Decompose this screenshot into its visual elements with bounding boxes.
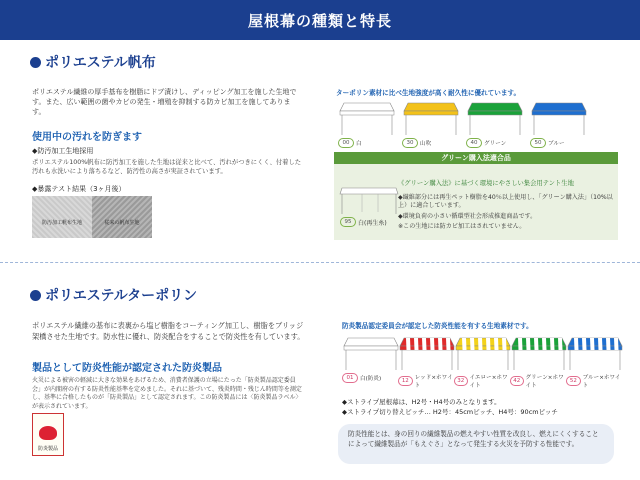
green-purchase-box [334,152,618,240]
section1-bullet1: ◆防汚加工生地採用 [32,147,94,155]
tent-code-badge: 32 [454,376,468,386]
section1-subtitle: 使用中の汚れを防ぎます [32,132,142,143]
fire-performance-note: 防炎性能とは、身の回りの繊維製品の燃えやすい性質を改良し、燃えにくくすることによって繊維製品が「もえぐさ」となって発生する火災を予防する性能です。 [338,424,614,464]
section2-description: ポリエステル繊維の基布に表裏から塩ビ樹脂をコーティング加工し、樹脂をブリッジ架橋させた生地です。防水性に優れ、防炎配合をすることで防炎性を有しています。 [32,321,305,341]
green-purchase-heading: グリーン購入法適合品 [334,152,618,164]
tent-color-name: ブルー×ホワイト [582,375,621,389]
tent-code-badge: 42 [510,376,524,386]
bullet-dot-icon [30,57,41,68]
flame-icon [39,426,57,440]
tent-swatch-00 [338,101,402,148]
photo1-label: 防汚加工帆布生地 [41,220,82,226]
bullet-dot-icon [30,290,41,301]
tent-icon [342,336,400,372]
section1-description: ポリエステル繊維の厚手基布を樹脂にドブ漬けし、ディッピング加工を施した生地です。また、広い範囲の菌やカビの発生・増殖を抑制する防カビ加工を施してあります。 [32,88,297,116]
tent-color-name: グリーン×ホワイト [525,375,564,389]
tent-white-recycled-icon [338,182,400,216]
tent-swatch-30 [402,101,466,148]
section2-subtitle: 製品として防炎性能が認定された防炎製品 [32,363,222,374]
green-tent-name: 白(再生糸) [358,219,387,227]
cert-label-text: 防炎製品 [37,446,58,452]
tent-swatch-50 [530,101,594,148]
page-header [0,0,640,40]
tent-color-name: 白(防炎) [360,376,382,382]
tent-swatch-label [338,138,402,148]
tent-code-badge: 12 [398,376,413,386]
tent-icon [338,101,396,137]
tent-swatch-52 [566,336,622,389]
fire-retardant-label-image [32,413,64,456]
tent-swatch-label [342,373,398,383]
tent-color-name: イエロー×ホワイト [469,375,508,389]
section2-note: 火災による被害の軽減に大きな効果をあげるため、消費者保護の立場にたった「防炎製品認定委員会」が内閣府の有する防炎性能基準を定めました。それに基づいて、残炎時間・残じん時間等を測定し、基準に合格したものが「防炎製品」として認定されます。この防炎製品には〈防炎製品ラベル〉が表示されています。 [32,377,302,410]
section2-title-text: ポリエステルターポリン [45,288,198,304]
tent-swatch-12 [398,336,454,389]
tent-swatch-label [454,373,510,389]
tent-color-name: グリーン [484,141,507,147]
tent-swatch-label [398,373,454,389]
photo2-label: 従来の帆布生地 [104,220,140,226]
tent-swatch-label [530,138,594,148]
green-title-line: 《グリーン購入法》に基づく環境にやさしい集会用テント生地 [398,180,574,187]
section1-bullet2: ◆暴露テスト結果（3ヶ月後） [32,185,126,193]
tent-swatch-label [510,373,566,389]
page-title: 屋根幕の種類と特長 [247,11,392,30]
section1-title [30,52,156,72]
photo-antifouling-fabric [32,196,92,238]
green-tent-label [340,217,387,227]
tent-icon [402,101,460,137]
section-divider [0,262,640,264]
tent-code-badge: 30 [402,138,418,148]
tent-swatch-label [466,138,530,148]
tent-icon [454,336,512,372]
tent-code-badge: 50 [530,138,546,148]
tent-icon [466,101,524,137]
section1-note: ポリエステル100%帆布に防汚加工を施した生地は従来と比べて、汚れがつきにくく、付着した汚れも水洗いにより落ちるなど、防汚性の高さが実証されています。 [32,159,302,175]
tent-code-badge: 01 [342,373,358,383]
tent-color-list-2 [342,336,622,389]
section2-bullet1: ◆ストライプ屋根幕は、H2号・H4号のみとなります。 [342,398,501,406]
photo-conventional-fabric [92,196,152,238]
section2-bullet2: ◆ストライプ切り替えピッチ… H2号：45cmピッチ、H4号：90cmピッチ [342,408,558,416]
tent-swatch-01 [342,336,398,389]
section2-title [30,285,197,305]
section1-right-heading: ターポリン素材に比べ生地強度が高く耐久性に優れています。 [336,89,521,97]
tent-color-name: レッド×ホワイト [414,375,453,389]
tent-swatch-label [402,138,466,148]
tent-icon [530,101,588,137]
tent-color-list-1 [338,101,594,148]
tent-code-badge: 40 [466,138,482,148]
tent-color-name: 山吹 [420,141,432,147]
tent-icon [566,336,624,372]
green-line1: ◆繊維部分には再生ペット樹脂を40％以上使用し、「グリーン購入法」（10%以上）に適合しています。 [398,194,613,209]
tent-color-name: ブルー [548,141,565,147]
tent-swatch-42 [510,336,566,389]
green-line3: ※この生地には防カビ加工はされていません。 [398,223,526,230]
tent-icon [510,336,568,372]
section1-title-text: ポリエステル帆布 [45,55,156,71]
tent-swatch-32 [454,336,510,389]
section2-right-heading: 防炎製品認定委員会が認定した防炎性能を有する生地素材です。 [342,322,533,330]
green-tent-code: 95 [340,217,356,227]
tent-color-name: 白 [356,141,362,147]
tent-code-badge: 00 [338,138,354,148]
tent-code-badge: 52 [566,376,581,386]
tent-icon [398,336,456,372]
tent-swatch-40 [466,101,530,148]
green-line2: ◆環境負荷の小さい循環型社会形成推進商品です。 [398,213,537,220]
tent-swatch-label [566,373,622,389]
